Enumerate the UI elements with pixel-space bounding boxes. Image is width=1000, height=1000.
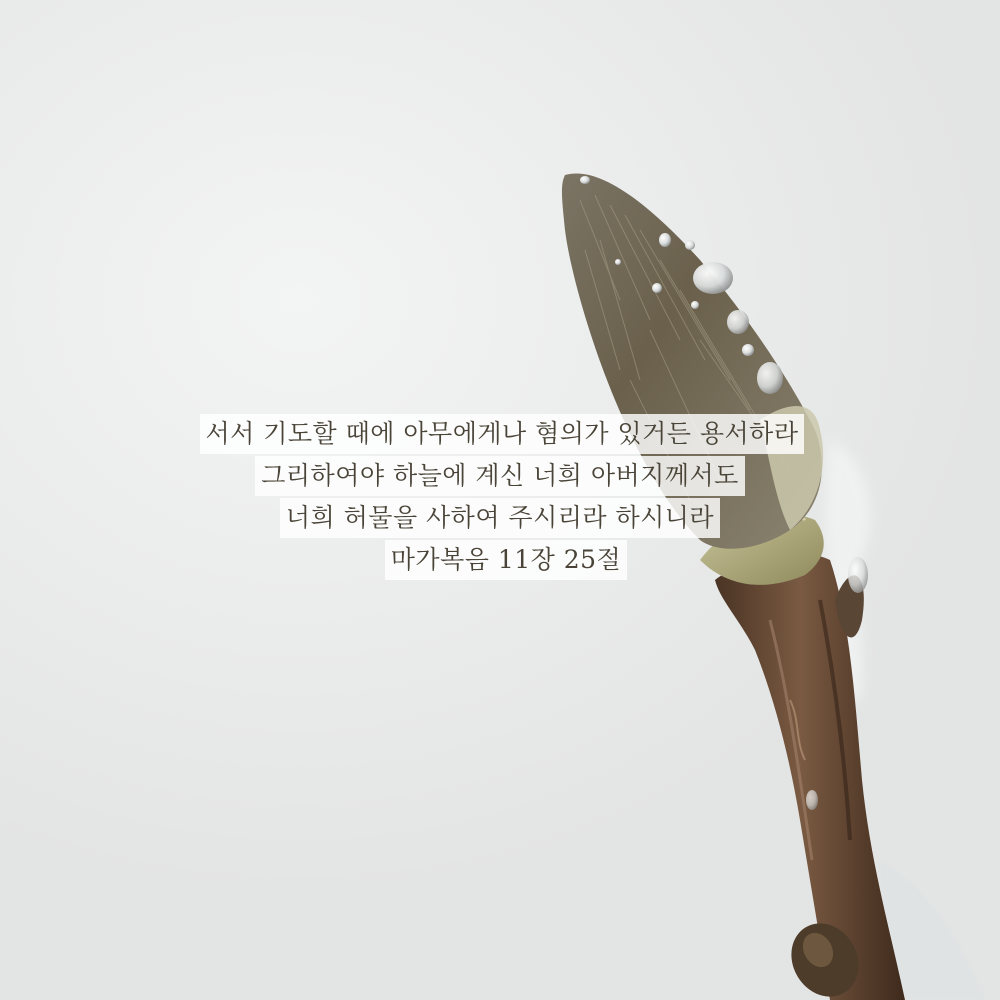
verse-line-1: 서서 기도할 때에 아무에게나 혐의가 있거든 용서하라 <box>200 414 805 454</box>
verse-line-2: 그리하여야 하늘에 계신 너희 아버지께서도 <box>255 456 745 496</box>
verse-reference: 마가복음 11장 25절 <box>385 540 627 580</box>
verse-line-3: 너희 허물을 사하여 주시리라 하시니라 <box>280 498 720 538</box>
verse-text-block <box>0 414 1000 582</box>
